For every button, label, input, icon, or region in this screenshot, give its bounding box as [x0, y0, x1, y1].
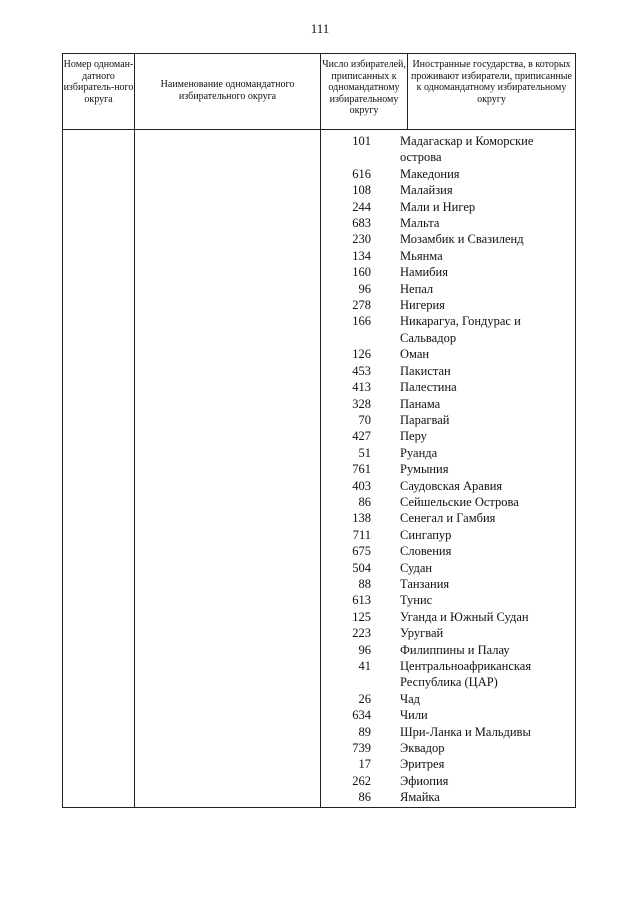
voter-count: 328	[352, 396, 371, 411]
voter-count: 138	[352, 511, 371, 526]
voter-count: 403	[352, 478, 371, 493]
voter-count: 26	[358, 691, 371, 706]
country-name: Пакистан	[400, 363, 451, 378]
table-row	[321, 592, 575, 608]
table-row	[321, 428, 575, 444]
table-row	[321, 346, 575, 362]
table-row	[321, 248, 575, 264]
header-district-name-text: Наименование одномандатного избирательного округа	[160, 79, 295, 102]
voter-count: 683	[352, 216, 371, 231]
voter-count: 675	[352, 544, 371, 559]
voter-count: 96	[358, 281, 371, 296]
country-name: Руанда	[400, 445, 438, 460]
voter-count: 413	[352, 380, 371, 395]
table-row	[321, 560, 575, 576]
country-name: Ямайка	[400, 790, 440, 805]
country-name: Тунис	[400, 593, 433, 608]
table-row	[321, 773, 575, 789]
table-row	[321, 182, 575, 198]
table-row	[321, 543, 575, 559]
table-row	[321, 231, 575, 247]
country-list-cell	[321, 130, 576, 808]
table-row	[321, 691, 575, 707]
country-name: Шри-Ланка и Мальдивы	[400, 724, 531, 739]
country-name: Нигерия	[400, 298, 445, 313]
country-name: Мали и Нигер	[400, 199, 476, 214]
table-row	[321, 576, 575, 592]
voter-count: 453	[352, 363, 371, 378]
country-name: Словения	[400, 544, 452, 559]
table-row	[321, 756, 575, 772]
country-name: Малайзия	[400, 183, 453, 198]
table-row	[321, 264, 575, 280]
country-name: Эквадор	[400, 741, 445, 756]
voter-count: 134	[352, 248, 371, 263]
district-number-cell	[63, 130, 135, 808]
voter-count: 108	[352, 183, 371, 198]
voter-count: 278	[352, 298, 371, 313]
voter-count: 86	[358, 790, 371, 805]
country-name: Танзания	[400, 576, 450, 591]
country-name: Чили	[400, 708, 428, 723]
table-row	[321, 724, 575, 740]
country-name: Мозамбик и Свазиленд	[400, 232, 524, 247]
header-voter-count	[321, 54, 408, 130]
country-name: Уганда и Южный Судан	[400, 609, 529, 624]
voter-count: 160	[352, 265, 371, 280]
voter-count: 70	[358, 412, 371, 427]
table-row	[321, 199, 575, 215]
country-name: Парагвай	[400, 412, 450, 427]
voter-count: 761	[352, 462, 371, 477]
country-name: Палестина	[400, 380, 457, 395]
table-row	[321, 510, 575, 526]
voter-count: 739	[352, 741, 371, 756]
voter-count: 126	[352, 347, 371, 362]
table-row	[321, 445, 575, 461]
page-number: 111	[310, 21, 330, 36]
voter-count: 17	[358, 757, 371, 772]
country-name: Панама	[400, 396, 441, 411]
country-name: Эфиопия	[400, 773, 449, 788]
table-row	[321, 412, 575, 428]
country-rows	[321, 130, 575, 806]
table-row	[321, 281, 575, 297]
country-name: Мадагаскар и Коморские острова	[400, 134, 534, 165]
district-table	[62, 53, 576, 808]
country-name: Судан	[400, 560, 433, 575]
table-row	[321, 133, 575, 166]
voter-count: 51	[358, 445, 371, 460]
country-name: Непал	[400, 281, 434, 296]
country-name: Намибия	[400, 265, 448, 280]
table-row	[321, 789, 575, 805]
voter-count: 504	[352, 560, 371, 575]
header-countries	[408, 54, 576, 130]
country-name: Румыния	[400, 462, 449, 477]
voter-count: 613	[352, 593, 371, 608]
table-row	[321, 297, 575, 313]
country-name: Мальта	[400, 216, 440, 231]
voter-count: 427	[352, 429, 371, 444]
country-name: Филиппины и Палау	[400, 642, 510, 657]
header-voter-count-text: Число избирателей, приписанных к одномандатному избирательному округу	[322, 59, 406, 116]
country-name: Мьянма	[400, 248, 443, 263]
country-name: Македония	[400, 166, 460, 181]
country-name: Никарагуа, Гондурас и Сальвадор	[400, 314, 521, 345]
voter-count: 166	[352, 314, 371, 329]
voter-count: 86	[358, 494, 371, 509]
country-name: Сенегал и Гамбия	[400, 511, 496, 526]
voter-count: 101	[352, 134, 371, 148]
country-name: Оман	[400, 347, 430, 362]
district-name-cell	[135, 130, 321, 808]
table-row	[321, 396, 575, 412]
voter-count: 41	[358, 659, 371, 673]
header-district-name	[135, 54, 321, 130]
table-row	[321, 625, 575, 641]
voter-count: 634	[352, 708, 371, 723]
voter-count: 244	[352, 199, 371, 214]
voter-count: 125	[352, 609, 371, 624]
voter-count: 223	[352, 626, 371, 641]
country-name: Сингапур	[400, 527, 452, 542]
header-district-number	[63, 54, 135, 130]
voter-count: 96	[358, 642, 371, 657]
table-row	[321, 609, 575, 625]
country-name: Уругвай	[400, 626, 444, 641]
country-name: Чад	[400, 691, 421, 706]
header-countries-text: Иностранные государства, в которых проживают избиратели, приписанные к одномандатному избирательному округу	[411, 59, 572, 105]
table-row	[321, 658, 575, 691]
voter-count: 616	[352, 166, 371, 181]
table-row	[321, 642, 575, 658]
voter-count: 89	[358, 724, 371, 739]
table-row	[321, 707, 575, 723]
table-row	[321, 478, 575, 494]
table-row	[321, 379, 575, 395]
country-name: Саудовская Аравия	[400, 478, 503, 493]
table-row	[321, 363, 575, 379]
table-row	[321, 527, 575, 543]
country-name: Сейшельские Острова	[400, 494, 519, 509]
table-row	[321, 494, 575, 510]
table-header-row	[63, 54, 576, 130]
voter-count: 88	[358, 576, 371, 591]
country-name: Эритрея	[400, 757, 445, 772]
table-row	[321, 461, 575, 477]
country-name: Центральноафриканская Республика (ЦАР)	[400, 659, 532, 690]
voter-count: 230	[352, 232, 371, 247]
table-row	[321, 313, 575, 346]
table-body-row	[63, 130, 576, 808]
header-district-number-text: Номер одноман-датного избиратель-ного округа	[63, 59, 134, 105]
table-row	[321, 740, 575, 756]
table-row	[321, 166, 575, 182]
voter-count: 262	[352, 773, 371, 788]
country-name: Перу	[400, 429, 427, 444]
voter-count: 711	[352, 527, 371, 542]
table-row	[321, 215, 575, 231]
